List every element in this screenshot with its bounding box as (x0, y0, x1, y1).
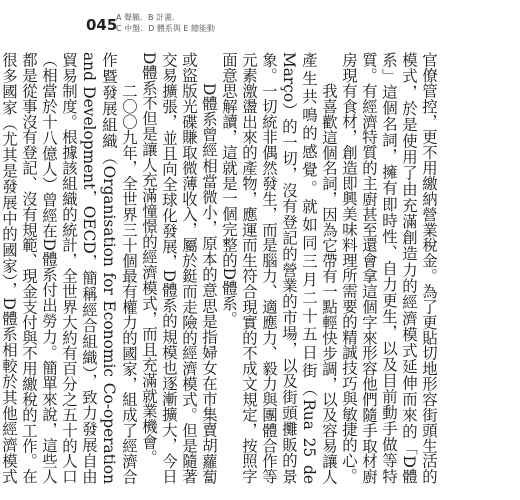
chapter-heading (116, 12, 376, 34)
chapter-heading-line-2: C 中盤．D 體系與 E 總能動 (116, 24, 215, 33)
paragraph: 我喜歡這個名詞，因為它帶有一點輕快步調，以及容易讓人產生共鳴的感覺。就如同三月二十五日街（Rua 25 de Março）的一切，沒有登記的營業的市場，以及街頭攤販的景象。一切統非偶然發生，而是腦力、適應力、毅力與團體合作等元素激盪出來的產物，應運而生符合現實的不成文規定，按照字面意思解讀，這就是一個完整的D體系。 (220, 52, 338, 484)
page-number: 045 (86, 16, 118, 34)
vertical-text-body (0, 52, 439, 484)
chapter-heading-line-1: A 聲籟．B 計畫． (116, 13, 181, 22)
paragraph: 官僚管控，更不用繳納營業稅金。為了更貼切地形容街頭生活的模式，於是使用了由充滿創造力的經濟模式延伸而來的「D體系」這個名詞，擁有即時性、自力更生，以及目前動手做等特質。有經濟特質的主廚甚至還會拿這個字來形容他們隨手取材廚房現有食材，創造即興美味料理所需要的精誠技巧與敏捷的心。 (340, 52, 438, 484)
paragraph: D體系曾經相當微小，原本的意思是指婦女在市集賣胡蘿蔔或盜版光碟賺取微薄收入，屬於鋌而走險的經濟模式。但是隨著交易擴張，並且向全球化發展，D體系的規模也逐漸擴大，今日D體系不但是讓人充滿憧憬的經濟模式，而且充滿就業機會。 (140, 52, 218, 484)
paragraph: 二〇〇九年，全世界三十個最有權力的國家，組成了經濟合作暨發展組織（Organisation for Economic Co-operation and Development，OECD，簡稱經合組織），致力發展自由貿易制度。根據該組織的統計，全世界大約有百分之五十的人口（相當於十八億人）曾經在D體系付出勞力。簡單來說，這些人都是從事沒有登記、沒有規範、現金支付與不用繳稅的工作。在很多國家（尤其是發展中的國家），D體系相較於其他經濟模式 (0, 52, 138, 484)
